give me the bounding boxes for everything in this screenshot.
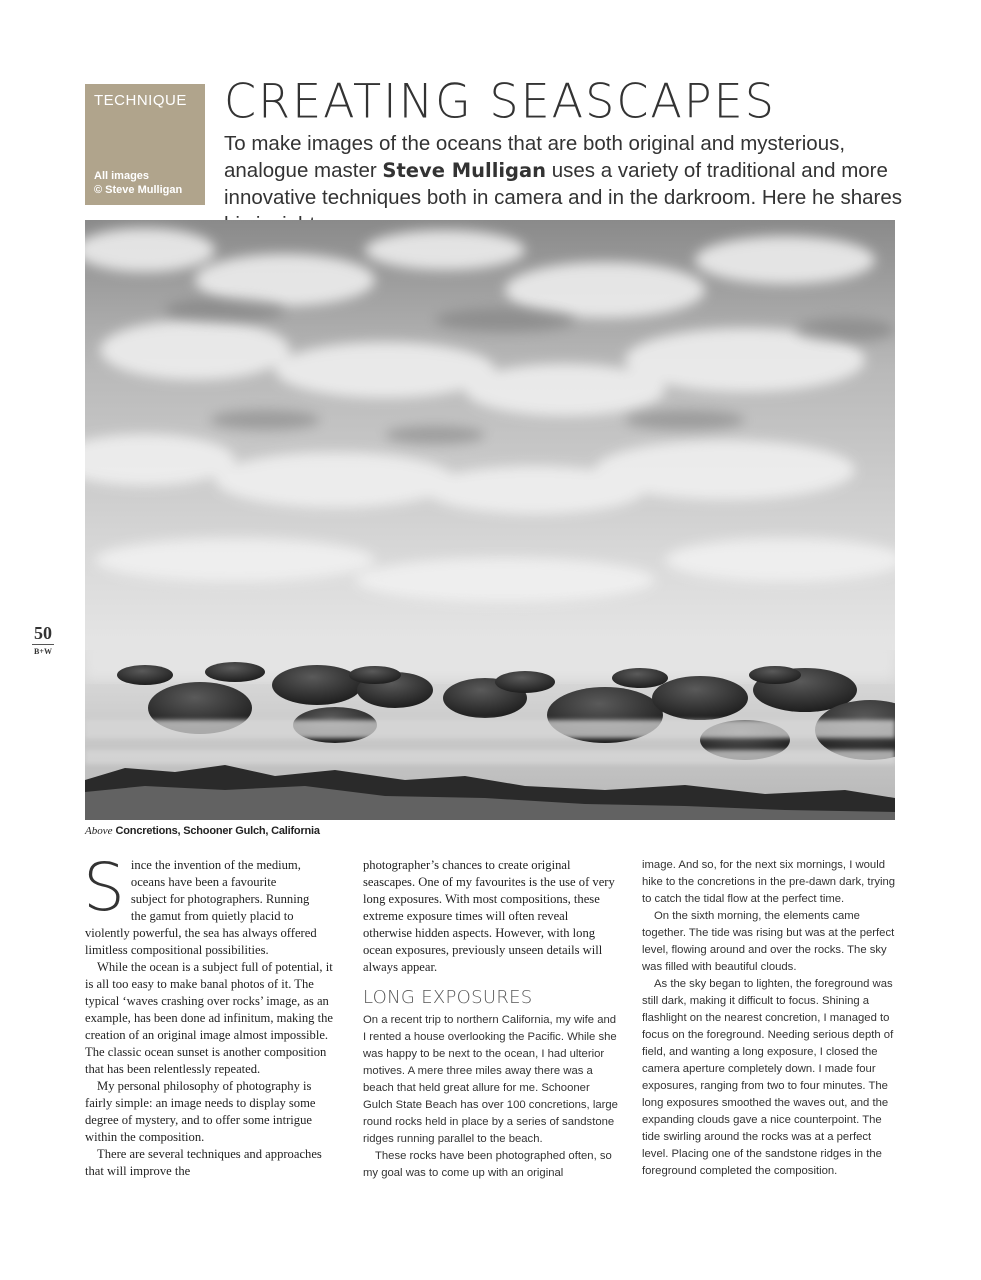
folio (30, 624, 56, 656)
page-number: 50 (34, 623, 52, 643)
subheading: LONG EXPOSURES (363, 987, 533, 1008)
paragraph: On the sixth morning, the elements came together. The tide was rising but was at the perfect level, flowing around and over the rocks. The sky was filled with beautiful clouds. (642, 910, 895, 973)
text-line: the gamut from quietly placid to (130, 909, 294, 923)
paragraph: image. And so, for the next six mornings, I would hike to the concretions in the pre-dawn dark, trying to catch the tidal flow at the perfect time. (642, 859, 896, 905)
paragraph: While the ocean is a subject full of potential, it is all too easy to make banal photos of it. The typical ‘waves crashing over rocks’ image, as an example, has been done ad infinitum, making the creation of an original image almost impossible. The classic ocean sunset is another composition that has been relentlessly repeated. (85, 960, 333, 1076)
section-tag (85, 84, 205, 205)
photo-caption (85, 825, 320, 837)
paragraph: These rocks have been photographed often, so my goal was to come up with an original (363, 1150, 612, 1179)
text-line: ince the invention of the medium, (130, 858, 301, 872)
paragraph: photographer’s chances to create original seascapes. One of my favourites is the use of very long exposures. With most compositions, these extreme exposure times will often reveal otherwise hidden aspects. However, with long ocean exposures, previously unseen details will always appear. (363, 858, 615, 974)
credit-line-1: All images (94, 170, 150, 182)
article-column-3 (642, 857, 897, 1180)
caption-prefix: Above (85, 825, 113, 837)
section-label: TECHNIQUE (94, 92, 187, 109)
text-line: oceans have been a favourite (130, 875, 277, 889)
paragraph-continuation: violently powerful, the sea has always offered limitless compositional possibilities. (85, 926, 317, 957)
article-column-1 (83, 849, 340, 1180)
paragraph: As the sky began to lighten, the foreground was still dark, making it difficult to focus. Shining a flashlight on the nearest concretion, I managed to focus on the foreground. Needing serious depth of field, and wanting a long exposure, I closed the camera aperture completely down. I made four exposures, ranging from two to four minutes. The long exposures smoothed the waves out, and the expanding clouds gave a nice counterpoint. The tide swirling around the rocks was at a perfect level. Placing one of the sandstone ridges in the foreground completed the composition. (642, 978, 894, 1177)
image-credit (94, 169, 182, 197)
author-name: Steve Mulligan (382, 159, 547, 182)
credit-line-2: © Steve Mulligan (94, 184, 183, 196)
paragraph: On a recent trip to northern California, my wife and I rented a house overlooking the Pacific. While she was happy to be next to the ocean, I had ulterior motives. A mere three miles away there was a beach that held great allure for me. Schooner Gulch State Beach has over 100 concretions, large round rocks held in place by a series of sandstone ridges running parallel to the beach. (363, 1014, 618, 1145)
paragraph (83, 849, 340, 959)
dropcap: S (83, 849, 125, 926)
caption-title: Concretions, Schooner Gulch, California (115, 825, 320, 837)
article-title: CREATING SEASCAPES (224, 73, 776, 129)
folio-rule (32, 644, 54, 645)
paragraph: There are several techniques and approaches that will improve the (85, 1147, 322, 1178)
paragraph: My personal philosophy of photography is fairly simple: an image needs to display some degree of mystery, and to offer some intrigue within the composition. (85, 1079, 316, 1144)
article-column-2 (363, 857, 618, 1182)
magazine-name: B+W (34, 647, 52, 656)
standfirst-text-1: To make images of the oceans that are both original and mysterious, analogue master (224, 132, 846, 182)
seascape-photo (85, 220, 895, 820)
text-line: subject for photographers. Running (130, 892, 310, 906)
standfirst-text-2: uses a variety of traditional and more innovative techniques both in camera and in the darkroom. Here he shares (224, 159, 903, 209)
